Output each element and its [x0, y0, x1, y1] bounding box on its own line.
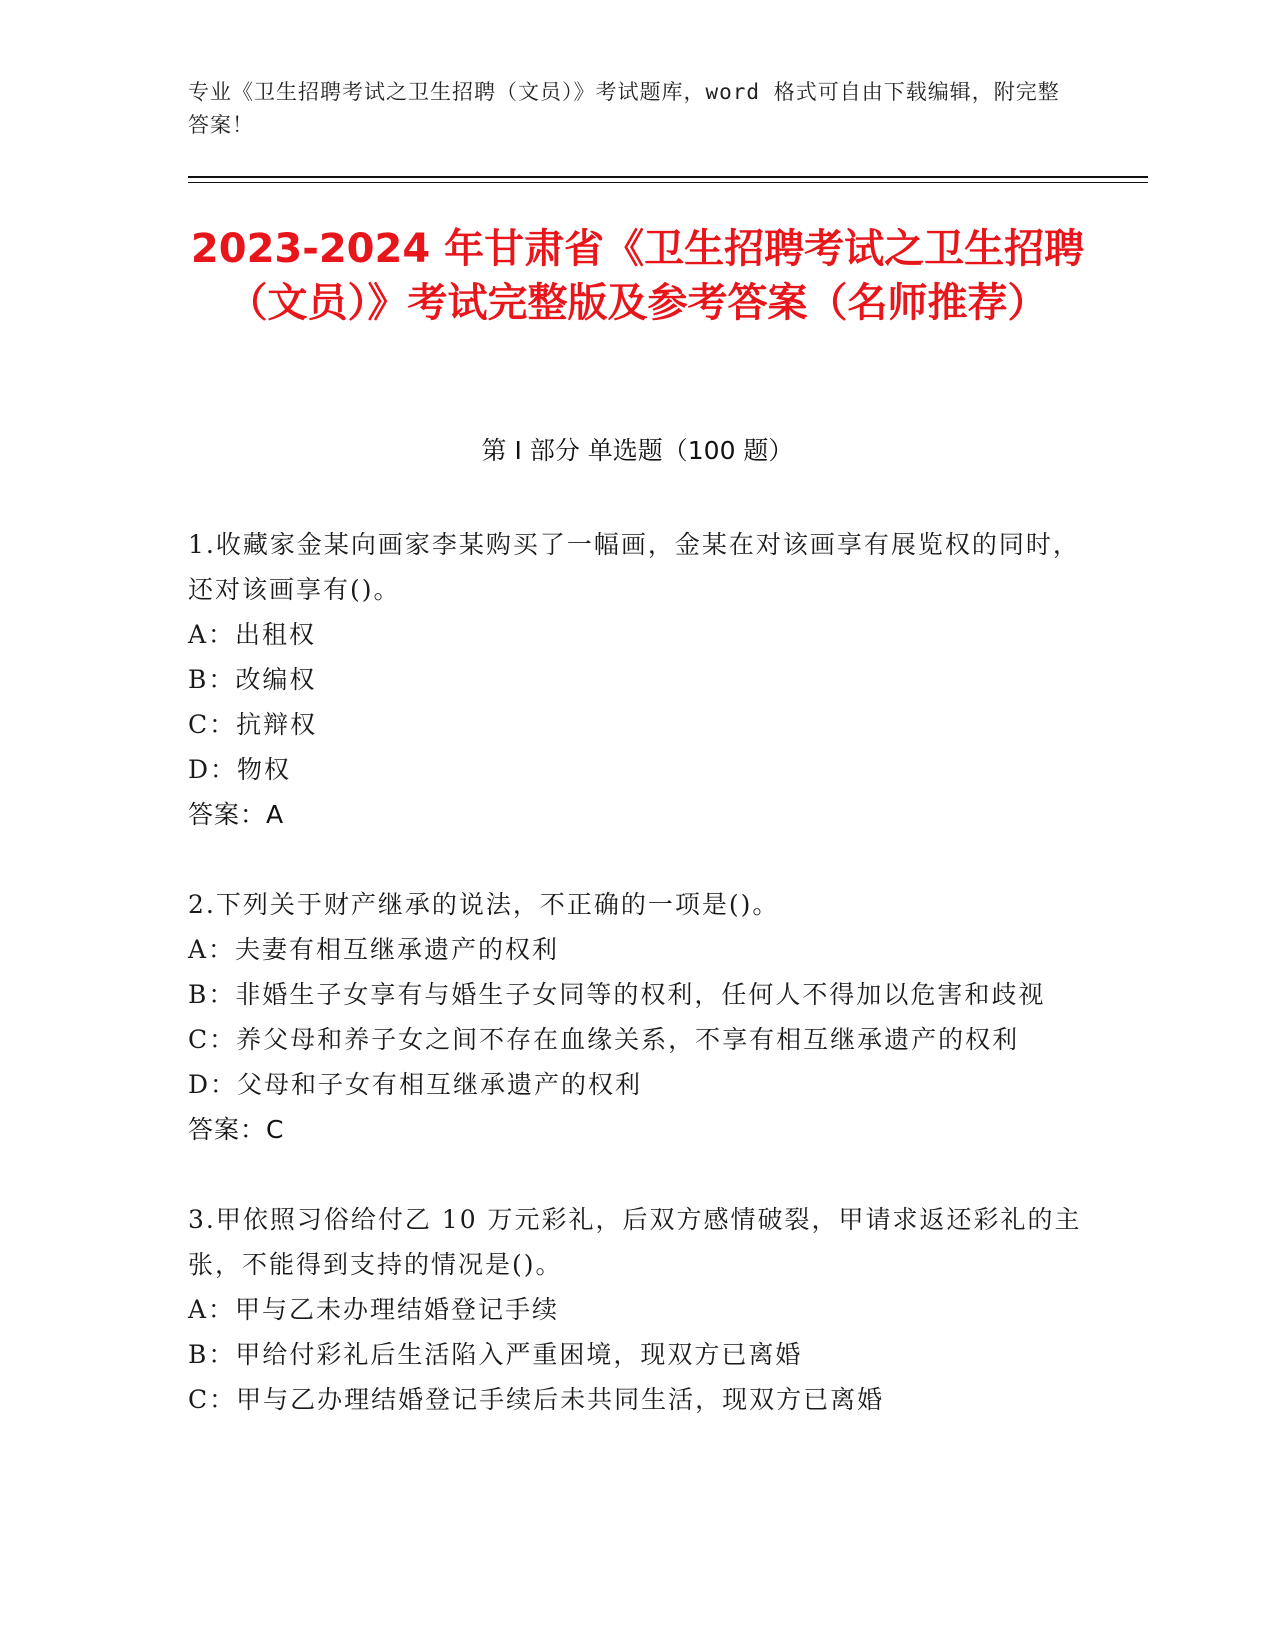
option-a: A：夫妻有相互继承遗产的权利 — [188, 935, 560, 964]
option-d: D：物权 — [188, 755, 292, 784]
document-title: 2023-2024 年甘肃省《卫生招聘考试之卫生招聘（文员）》考试完整版及参考答案（名师推荐） — [190, 226, 1085, 326]
question-2 — [188, 882, 1088, 1153]
option-d: D：父母和子女有相互继承遗产的权利 — [188, 1070, 643, 1099]
option-c: C：甲与乙办理结婚登记手续后未共同生活，现双方已离婚 — [188, 1385, 885, 1414]
section-title: 第 I 部分 单选题（100 题） — [481, 436, 794, 465]
option-b: B：非婚生子女享有与婚生子女同等的权利，任何人不得加以危害和歧视 — [188, 980, 1046, 1009]
question-stem: 3.甲依照习俗给付乙 10 万元彩礼，后双方感情破裂，甲请求返还彩礼的主张，不能得到支持的情况是()。 — [188, 1205, 1082, 1279]
option-b: B：甲给付彩礼后生活陷入严重困境，现双方已离婚 — [188, 1340, 803, 1369]
header-rule-thick — [188, 176, 1148, 178]
question-stem: 1.收藏家金某向画家李某购买了一幅画，金某在对该画享有展览权的同时，还对该画享有()。 — [188, 530, 1080, 604]
option-a: A：甲与乙未办理结婚登记手续 — [188, 1295, 560, 1324]
header-note: 专业《卫生招聘考试之卫生招聘（文员）》考试题库，word 格式可自由下载编辑，附完整答案！ — [188, 80, 1060, 137]
answer: 答案：A — [188, 800, 285, 829]
question-list — [188, 522, 1088, 1466]
answer: 答案：C — [188, 1115, 285, 1144]
option-b: B：改编权 — [188, 665, 317, 694]
header-rule-thin — [188, 182, 1148, 183]
question-3 — [188, 1197, 1088, 1422]
question-1 — [188, 522, 1088, 838]
option-a: A：出租权 — [188, 620, 317, 649]
option-c: C：抗辩权 — [188, 710, 318, 739]
question-stem: 2.下列关于财产继承的说法，不正确的一项是()。 — [188, 890, 780, 919]
option-c: C：养父母和养子女之间不存在血缘关系，不享有相互继承遗产的权利 — [188, 1025, 1020, 1054]
